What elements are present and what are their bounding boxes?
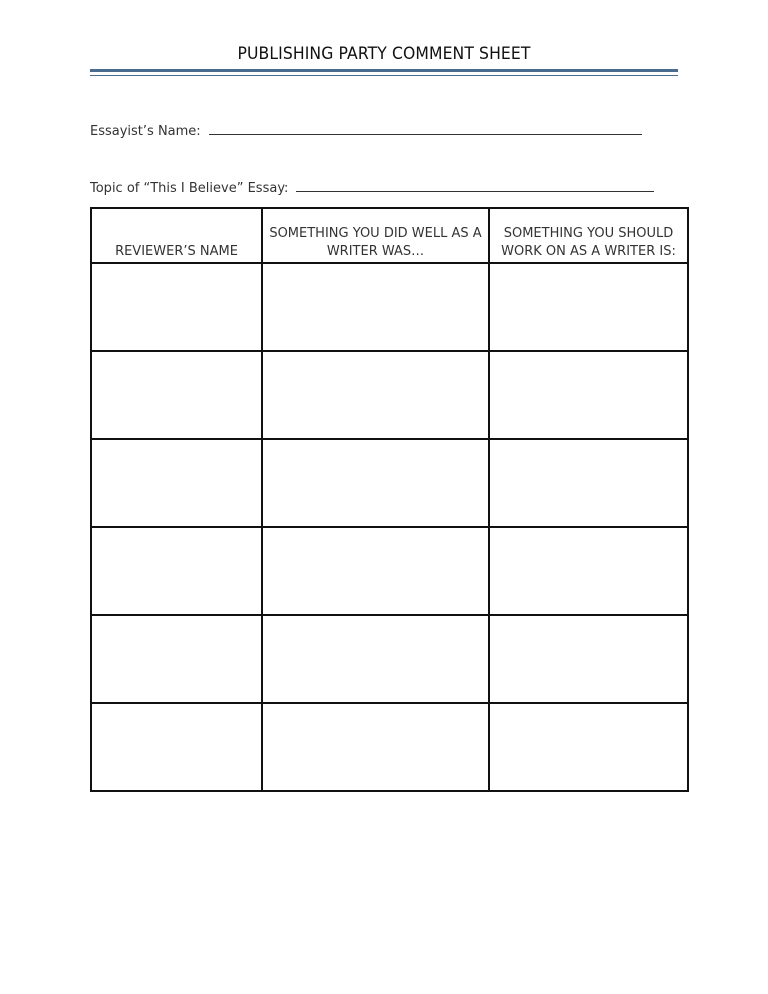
work-on-cell[interactable] [489, 703, 688, 791]
essay-topic-label: Topic of “This I Believe” Essay: [90, 181, 289, 196]
reviewer-name-cell[interactable] [91, 263, 262, 351]
essayist-name-field [90, 120, 642, 139]
table-row [91, 263, 688, 351]
did-well-cell[interactable] [262, 615, 489, 703]
work-on-cell[interactable] [489, 439, 688, 527]
did-well-cell[interactable] [262, 351, 489, 439]
table-row [91, 615, 688, 703]
title-rule-thin [90, 75, 678, 76]
did-well-cell[interactable] [262, 703, 489, 791]
did-well-cell[interactable] [262, 527, 489, 615]
work-on-cell[interactable] [489, 263, 688, 351]
work-on-cell[interactable] [489, 351, 688, 439]
essayist-name-label: Essayist’s Name: [90, 124, 201, 139]
title-rule-thick [90, 69, 678, 72]
header-did-well: SOMETHING YOU DID WELL AS A WRITER WAS… [262, 208, 489, 263]
work-on-cell[interactable] [489, 615, 688, 703]
table-row [91, 527, 688, 615]
page-title: PUBLISHING PARTY COMMENT SHEET [237, 44, 531, 64]
reviewer-name-cell[interactable] [91, 351, 262, 439]
table-row [91, 439, 688, 527]
table-row [91, 351, 688, 439]
work-on-cell[interactable] [489, 527, 688, 615]
header-work-on: SOMETHING YOU SHOULD WORK ON AS A WRITER IS: [489, 208, 688, 263]
reviewer-name-cell[interactable] [91, 527, 262, 615]
reviewer-name-cell[interactable] [91, 703, 262, 791]
header-reviewer-name: REVIEWER’S NAME [91, 208, 262, 263]
essay-topic-field [90, 177, 654, 196]
essay-topic-blank-line[interactable] [296, 177, 654, 192]
reviewer-name-cell[interactable] [91, 615, 262, 703]
essayist-name-blank-line[interactable] [209, 120, 642, 135]
table-row [91, 703, 688, 791]
table-header-row [91, 208, 688, 263]
did-well-cell[interactable] [262, 263, 489, 351]
comment-table [90, 207, 689, 792]
reviewer-name-cell[interactable] [91, 439, 262, 527]
did-well-cell[interactable] [262, 439, 489, 527]
